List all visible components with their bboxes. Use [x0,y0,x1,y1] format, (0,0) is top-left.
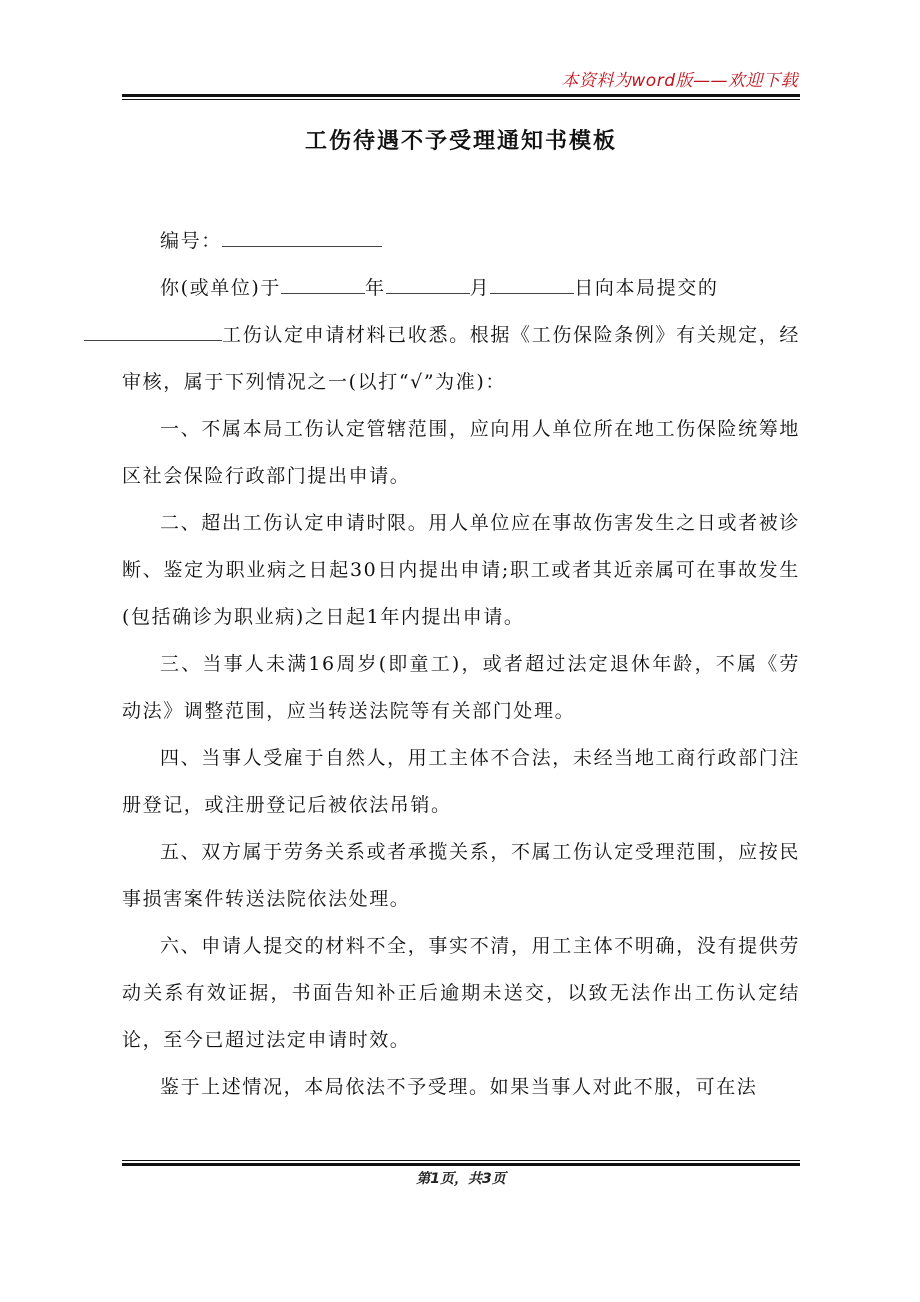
document-title: 工伤待遇不予受理通知书模板 [304,128,617,154]
document-body [122,218,800,1111]
item-3: 三、当事人未满16周岁(即童工)，或者超过法定退休年龄，不属《劳动法》调整范围，应当转送法院等有关部门处理。 [122,653,800,722]
intro-part1: 你(或单位)于 [160,277,282,299]
month-blank [386,272,470,294]
header-rule-thin [122,99,800,100]
footer-rule-thin [122,1160,800,1161]
intro-day-suffix: 日向本局提交的 [574,277,719,299]
closing-paragraph: 鉴于上述情况，本局依法不予受理。如果当事人对此不服，可在法 [160,1076,758,1098]
intro-year: 年 [365,277,386,299]
day-blank [490,272,574,294]
year-blank [281,272,365,294]
number-line [122,218,800,265]
unit-blank [84,319,222,341]
page-footer: 第1页，共3页 [416,1171,506,1187]
number-blank [222,225,382,247]
item-2: 二、超出工伤认定申请时限。用人单位应在事故伤害发生之日或者被诊断、鉴定为职业病之日起30日内提出申请;职工或者其近亲属可在事故发生(包括确诊为职业病)之日起1年内提出申请。 [122,512,800,628]
item-1: 一、不属本局工伤认定管辖范围，应向用人单位所在地工伤保险统筹地区社会保险行政部门提出申请。 [122,418,800,487]
number-label: 编号： [160,230,222,252]
intro-part2: 工伤认定申请材料已收悉。根据《工伤保险条例》有关规定，经审核，属于下列情况之一(以打“√”为准)： [122,324,800,393]
footer-rule [122,1163,800,1166]
intro-paragraph [122,265,800,406]
header-note: 本资料为word版——欢迎下载 [561,71,798,91]
item-6: 六、申请人提交的材料不全，事实不清，用工主体不明确，没有提供劳动关系有效证据，书面告知补正后逾期未送交，以致无法作出工伤认定结论，至今已超过法定申请时效。 [122,935,800,1051]
header-rule [122,94,800,97]
item-4: 四、当事人受雇于自然人，用工主体不合法，未经当地工商行政部门注册登记，或注册登记后被依法吊销。 [122,747,800,816]
item-5: 五、双方属于劳务关系或者承揽关系，不属工伤认定受理范围，应按民事损害案件转送法院依法处理。 [122,841,800,910]
intro-month: 月 [469,277,491,299]
